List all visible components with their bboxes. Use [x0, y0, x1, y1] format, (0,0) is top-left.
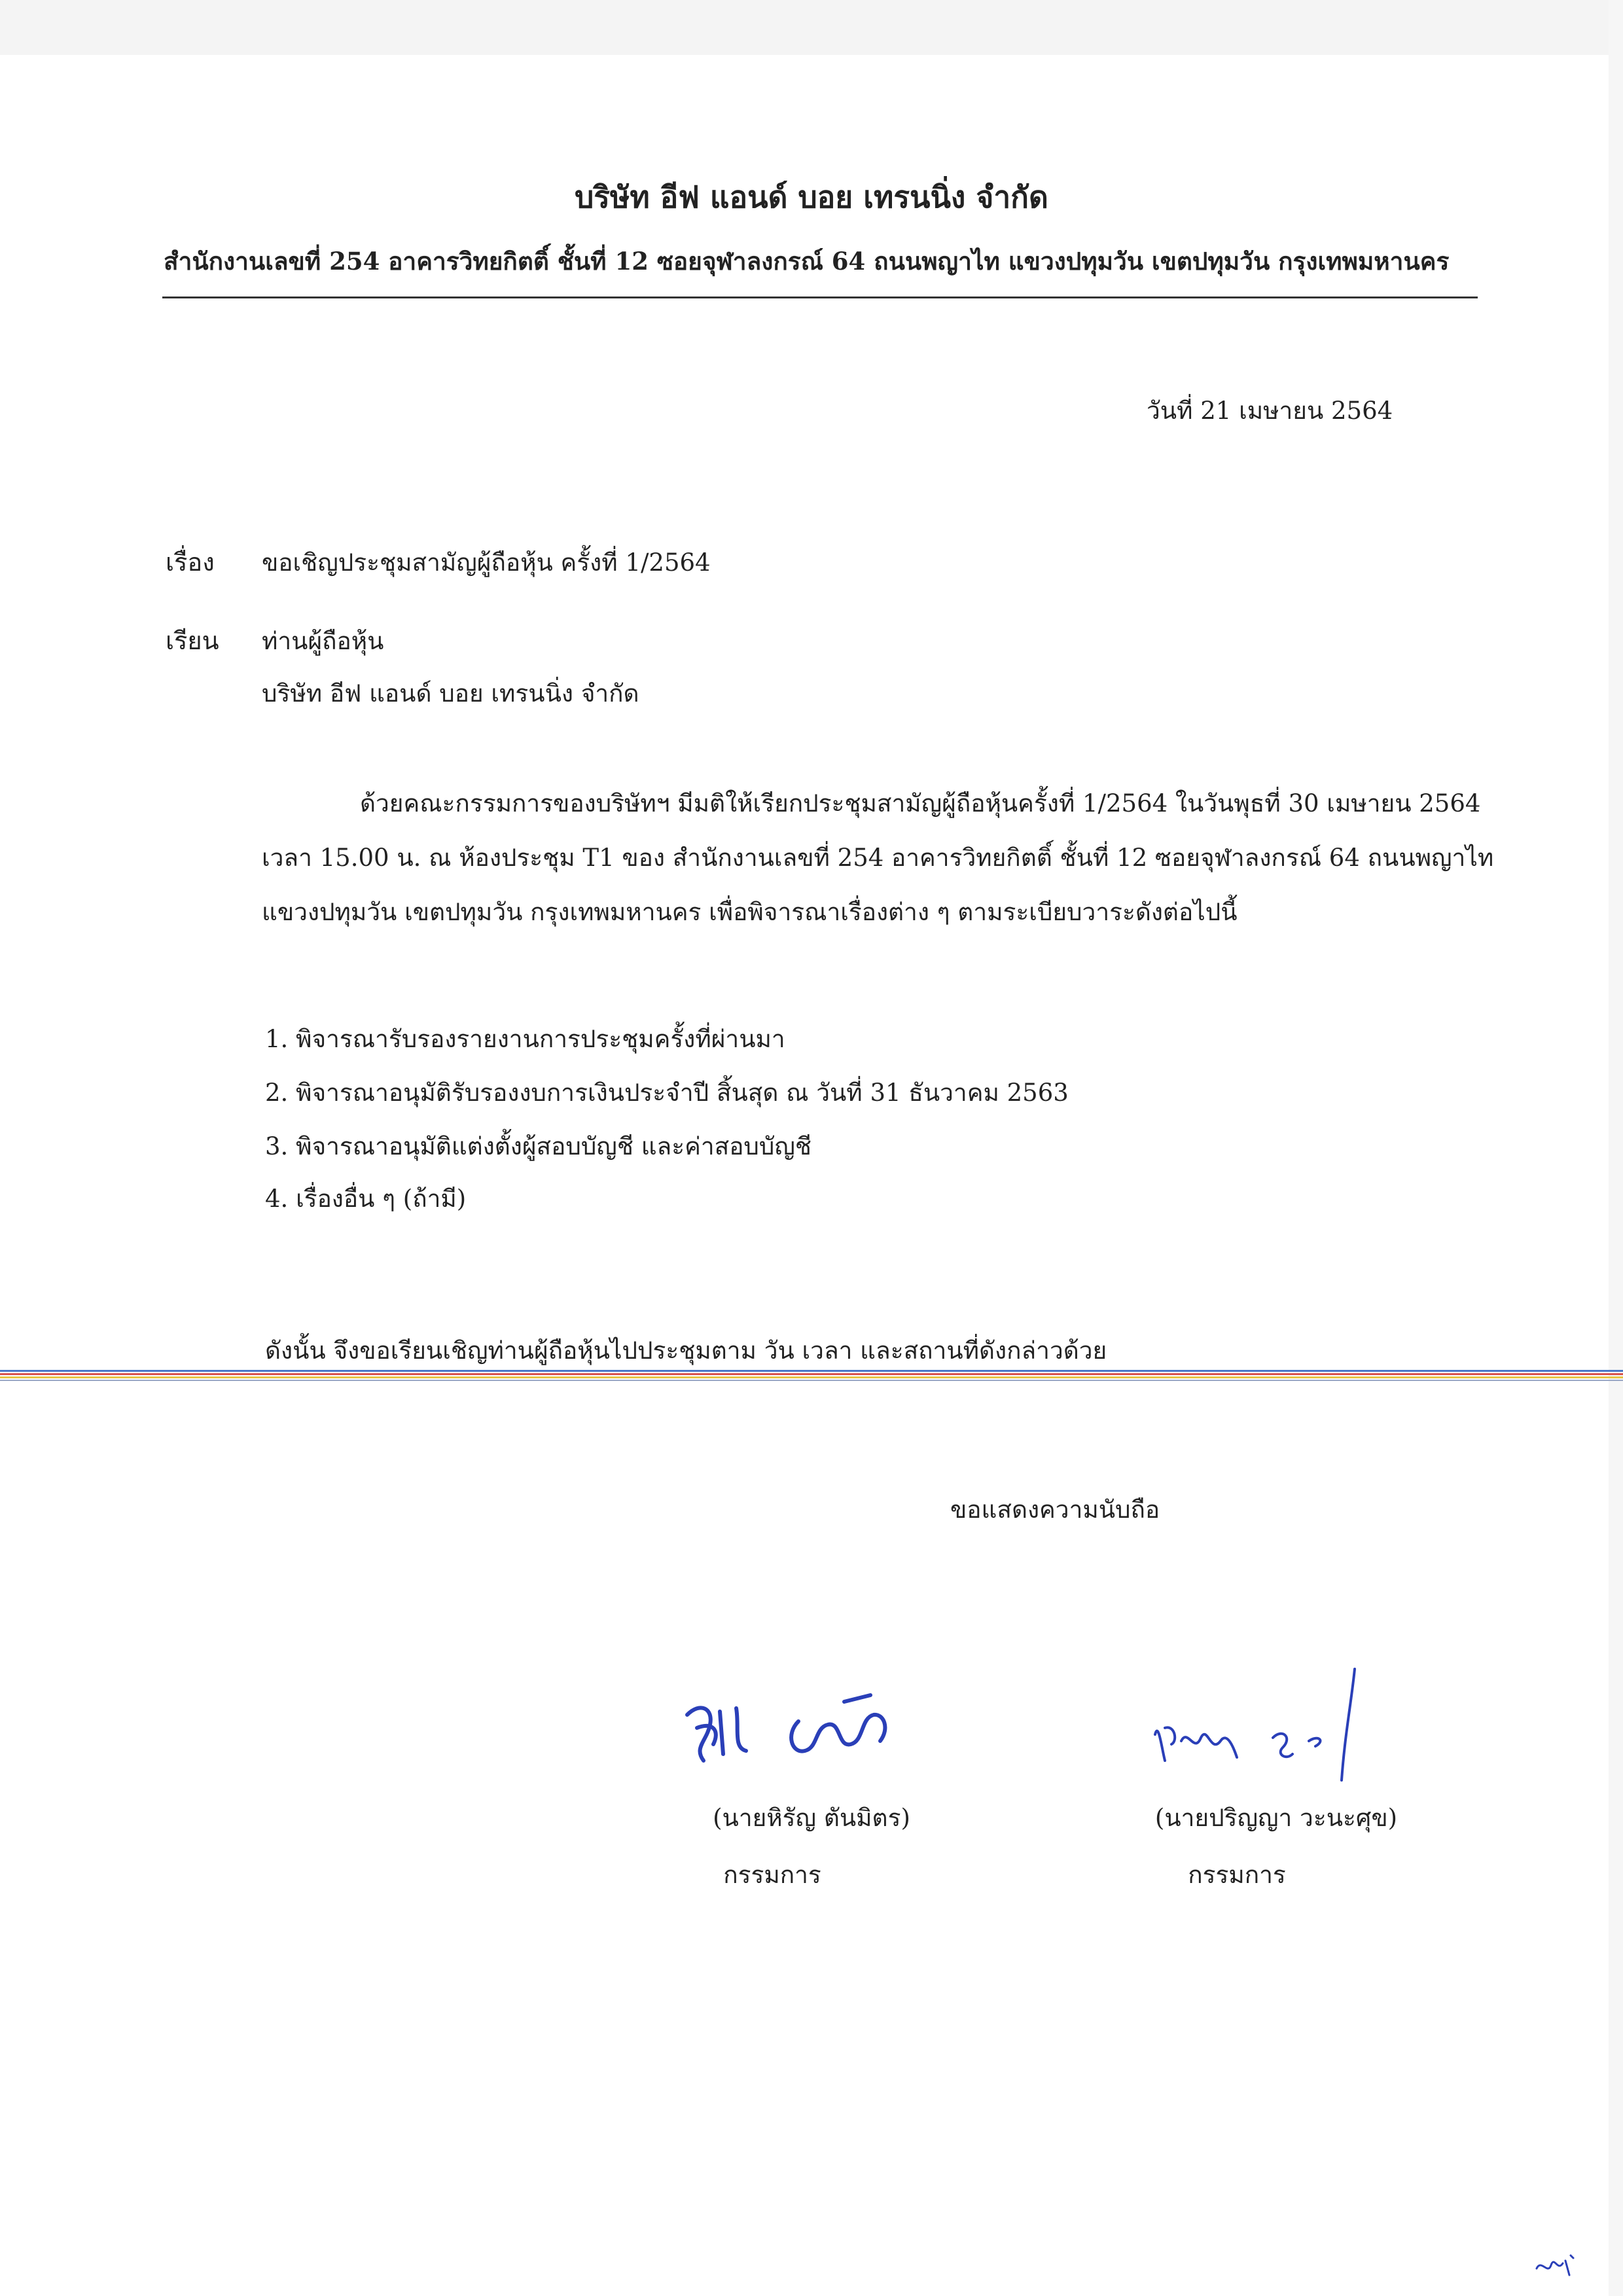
recipient-line-2: บริษัท อีฟ แอนด์ บอย เทรนนิ่ง จำกัด — [262, 679, 639, 708]
signatory-2-title: กรรมการ — [1188, 1861, 1286, 1889]
letter-date: วันที่ 21 เมษายน 2564 — [1147, 397, 1393, 425]
scan-band-gray — [0, 1380, 1623, 1381]
body-line-1: ด้วยคณะกรรมการของบริษัทฯ มีมติให้เรียกประชุมสามัญผู้ถือหุ้นครั้งที่ 1/2564 ในวันพุธที่ 30 เมษายน 2564 — [360, 789, 1481, 817]
letterhead-divider — [162, 296, 825, 298]
initials-mark-image — [1531, 2249, 1577, 2282]
letterhead-divider-right — [825, 296, 1478, 298]
signatory-2-name: (นายปริญญา วะนะศุข) — [1154, 1804, 1398, 1832]
recipient-line-1: ท่านผู้ถือหุ้น — [262, 627, 384, 655]
signatory-1-name: (นายหิรัญ ตันมิตร) — [713, 1804, 910, 1832]
recipient-label: เรียน — [166, 626, 219, 655]
closing-text: ดังนั้น จึงขอเรียนเชิญท่านผู้ถือหุ้นไปประชุมตาม วัน เวลา และสถานที่ดังกล่าวด้วย — [265, 1336, 1107, 1365]
company-name: บริษัท อีฟ แอนด์ บอย เทรนนิ่ง จำกัด — [575, 179, 1048, 215]
scan-band-red — [0, 1373, 1623, 1375]
agenda-item-3: 3. พิจารณาอนุมัติแต่งตั้งผู้สอบบัญชี และค่าสอบบัญชี — [265, 1132, 812, 1160]
agenda-item-1: 1. พิจารณารับรองรายงานการประชุมครั้งที่ผ่านมา — [265, 1025, 785, 1053]
body-line-2: เวลา 15.00 น. ณ ห้องประชุม T1 ของ สำนักงานเลขที่ 254 อาคารวิทยกิตติ์ ชั้นที่ 12 ซอยจุฬาลงกรณ์ 64 ถนนพญาไท — [262, 844, 1494, 872]
subject-label: เรื่อง — [166, 548, 215, 577]
body-paragraph — [262, 776, 1494, 939]
agenda-item-2: 2. พิจารณาอนุมัติรับรองงบการเงินประจำปี สิ้นสุด ณ วันที่ 31 ธันวาคม 2563 — [265, 1079, 1069, 1107]
signature-right-image — [1145, 1662, 1381, 1793]
scan-margin-right — [1609, 0, 1623, 2296]
complimentary-close: ขอแสดงความนับถือ — [950, 1496, 1160, 1524]
signatory-1-title: กรรมการ — [723, 1861, 821, 1889]
agenda-item-4: 4. เรื่องอื่น ๆ (ถ้ามี) — [265, 1185, 467, 1213]
company-address: สำนักงานเลขที่ 254 อาคารวิทยกิตติ์ ชั้นที่ 12 ซอยจุฬาลงกรณ์ 64 ถนนพญาไท แขวงปทุมวัน เขตปทุมวัน กรุงเทพมหานคร — [164, 247, 1450, 276]
scan-band-yellow — [0, 1376, 1623, 1378]
scan-band-blue — [0, 1370, 1623, 1372]
body-line-3: แขวงปทุมวัน เขตปทุมวัน กรุงเทพมหานคร เพื่อพิจารณาเรื่องต่าง ๆ ตามระเบียบวาระดังต่อไปนี้ — [262, 898, 1238, 926]
signature-left-image — [674, 1689, 910, 1774]
scan-margin-top — [0, 0, 1623, 55]
subject-text: ขอเชิญประชุมสามัญผู้ถือหุ้น ครั้งที่ 1/2564 — [262, 548, 711, 577]
